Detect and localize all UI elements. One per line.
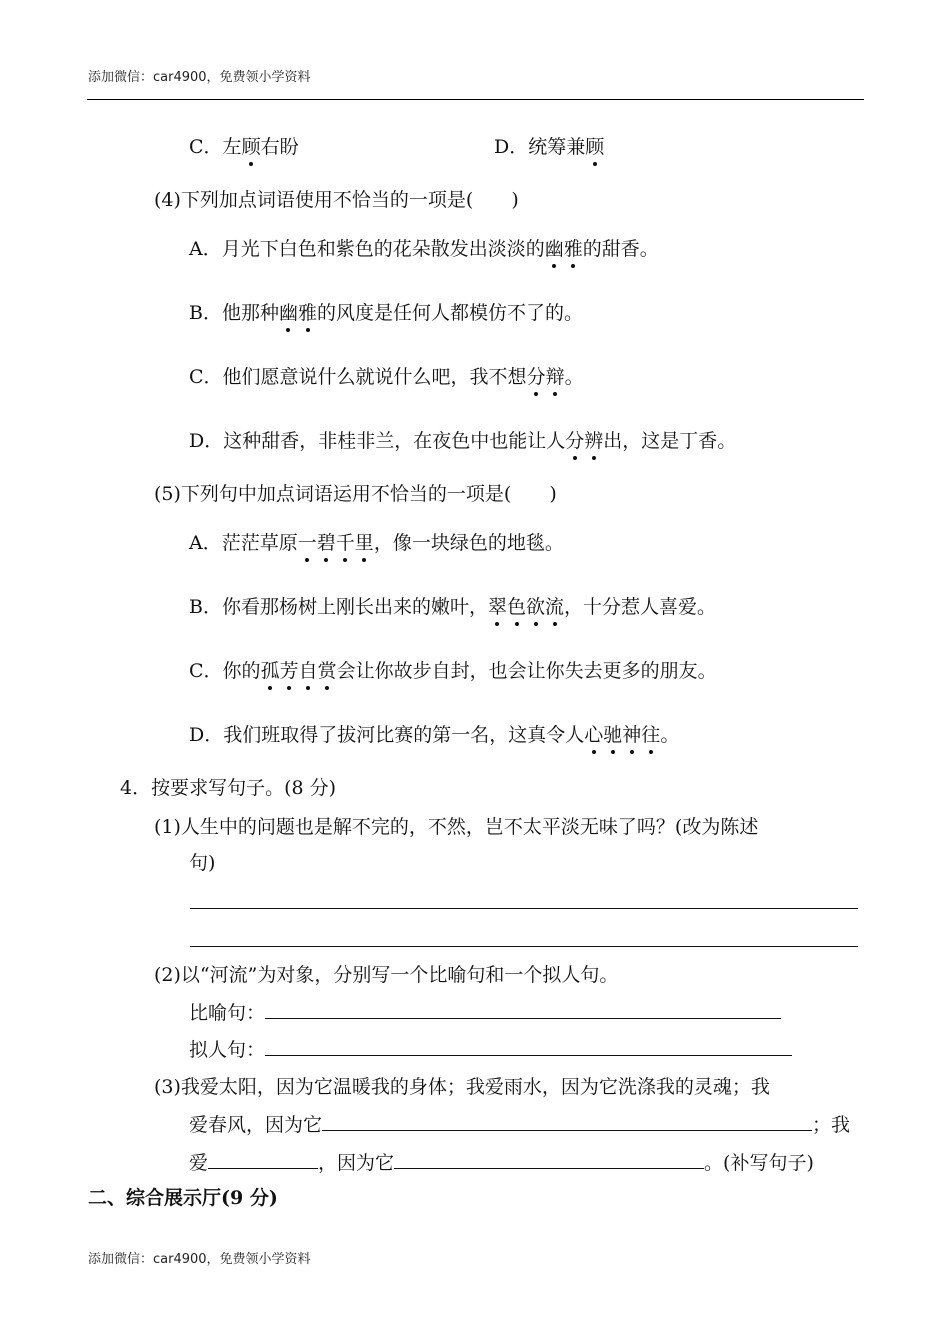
q3-5-option-c: C．你的孤芳自赏会让你故步自封，也会让你失去更多的朋友。 [189,660,717,682]
q3-4-option-b: B．他那种幽雅的风度是任何人都模仿不了的。 [189,302,584,324]
q4-2-stem: (2)以“河流”为对象，分别写一个比喻句和一个拟人句。 [154,964,619,986]
q4-3-line2: 爱春风，因为它 ；我 [189,1114,851,1136]
q4-3-blank-2[interactable] [208,1150,318,1169]
q4-1-line1: (1)人生中的问题也是解不完的，不然，岂不太平淡无味了吗？(改为陈述 [154,816,759,838]
q3-4-option-c: C．他们愿意说什么就说什么吧，我不想分辩。 [189,366,584,388]
q4-2-personify-row: 拟人句： [189,1037,792,1062]
section-2-title: 二、综合展示厅(9 分) [88,1187,278,1209]
q3-5-stem: (5)下列句中加点词语运用不恰当的一项是( ) [154,483,557,505]
q3-3-option-c: C．左顾右盼 [189,136,299,158]
q3-4-option-a: A．月光下白色和紫色的花朵散发出淡淡的幽雅的甜香。 [189,238,659,260]
q4-3-blank-3[interactable] [394,1150,704,1169]
q4-1-answer-line-1[interactable] [190,908,858,909]
q3-4-option-d: D．这种甜香，非桂非兰，在夜色中也能让人分辨出，这是丁香。 [189,430,737,452]
page-footer-watermark: 添加微信：car4900，免费领小学资料 [88,1252,311,1267]
q4-2-simile-blank[interactable] [265,1000,781,1019]
q4-1-line2: 句) [189,852,216,874]
q3-5-option-b: B．你看那杨树上刚长出来的嫩叶，翠色欲流，十分惹人喜爱。 [189,596,717,618]
q4-3-line3: 爱 ，因为它 。(补写句子) [189,1152,814,1174]
q4-2-simile-row: 比喻句： [189,1000,781,1025]
q4-1-answer-line-2[interactable] [190,946,858,947]
q4-title: 4．按要求写句子。(8 分) [120,777,337,799]
q3-5-option-d: D．我们班取得了拔河比赛的第一名，这真令人心驰神往。 [189,724,680,746]
page-header-watermark: 添加微信：car4900，免费领小学资料 [88,70,311,85]
q4-3-line1: (3)我爱太阳，因为它温暖我的身体；我爱雨水，因为它洗涤我的灵魂；我 [154,1076,770,1098]
header-divider [87,99,864,100]
q4-2-personify-blank[interactable] [265,1037,792,1056]
q3-5-option-a: A．茫茫草原一碧千里，像一块绿色的地毯。 [189,532,564,554]
q4-3-blank-1[interactable] [322,1112,812,1131]
q3-3-option-d: D．统筹兼顾 [494,136,605,158]
q3-4-stem: (4)下列加点词语使用不恰当的一项是( ) [154,189,519,211]
